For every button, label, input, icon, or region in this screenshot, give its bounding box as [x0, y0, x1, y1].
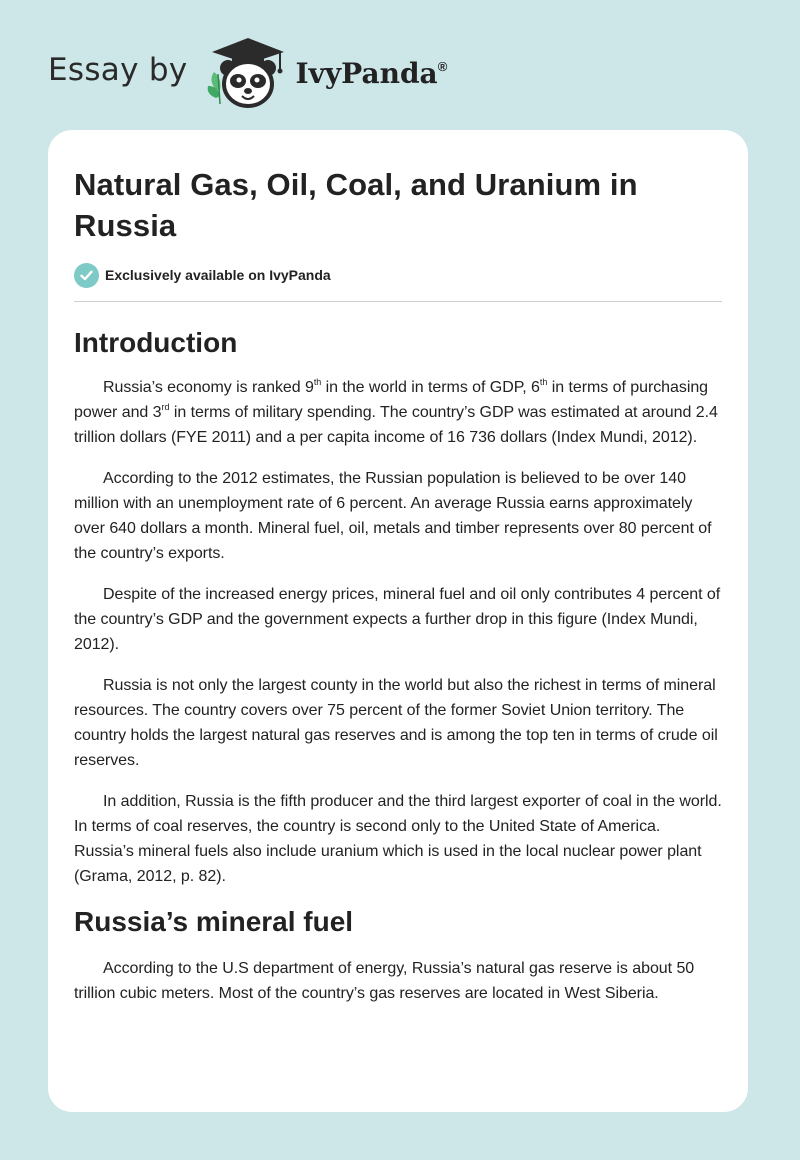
- page-title: Natural Gas, Oil, Coal, and Uranium in Russia: [74, 167, 638, 243]
- section-heading-introduction: Introduction: [74, 327, 238, 358]
- paragraph: According to the U.S department of energy, Russia’s natural gas reserve is about 50 trillion cubic meters. Most of the country’s gas reserves are located in West Siberia.: [74, 960, 695, 1002]
- exclusive-label: Exclusively available on IvyPanda: [105, 267, 331, 283]
- essay-card: [48, 130, 748, 1112]
- essay-by-label: Essay by: [48, 52, 188, 88]
- paragraph: Russia’s economy is ranked 9th in the world in terms of GDP, 6th in terms of purchasing power and 3rd in terms of military spending. The country’s GDP was estimated at around 2.4 trillion dollars (FYE 2011) and a per capita income of 16 736 dollars (Index Mundi, 2012).: [74, 376, 718, 446]
- site-header: [48, 34, 447, 110]
- exclusive-badge: [74, 262, 722, 288]
- panda-logo-icon[interactable]: [202, 34, 294, 110]
- registered-mark: ®: [437, 58, 448, 74]
- section-heading-mineral-fuel: Russia’s mineral fuel: [74, 906, 354, 937]
- paragraph: Russia is not only the largest county in the world but also the richest in terms of mineral resources. The country covers over 75 percent of the former Soviet Union territory. The country holds the largest natural gas reserves and is among the top ten in terms of crude oil reserves.: [74, 677, 718, 769]
- brand-logo-text[interactable]: [296, 57, 448, 90]
- brand-name: IvyPanda: [295, 56, 438, 90]
- check-circle-icon: [74, 263, 99, 288]
- paragraph: Despite of the increased energy prices, mineral fuel and oil only contributes 4 percent of the country’s GDP and the government expects a further drop in this figure (Index Mundi, 2012).: [74, 586, 721, 653]
- title-divider: [74, 301, 722, 302]
- paragraph: According to the 2012 estimates, the Russian population is believed to be over 140 million with an unemployment rate of 6 percent. An average Russia earns approximately over 640 dollars a month. Mineral fuel, oil, metals and timber represents over 80 percent of the country’s exports.: [74, 470, 712, 562]
- paragraph: In addition, Russia is the fifth producer and the third largest exporter of coal in the world. In terms of coal reserves, the country is second only to the United State of America. Russia’s mineral fuels also include uranium which is used in the local nuclear power plant (Grama, 2012, p. 82).: [74, 793, 722, 885]
